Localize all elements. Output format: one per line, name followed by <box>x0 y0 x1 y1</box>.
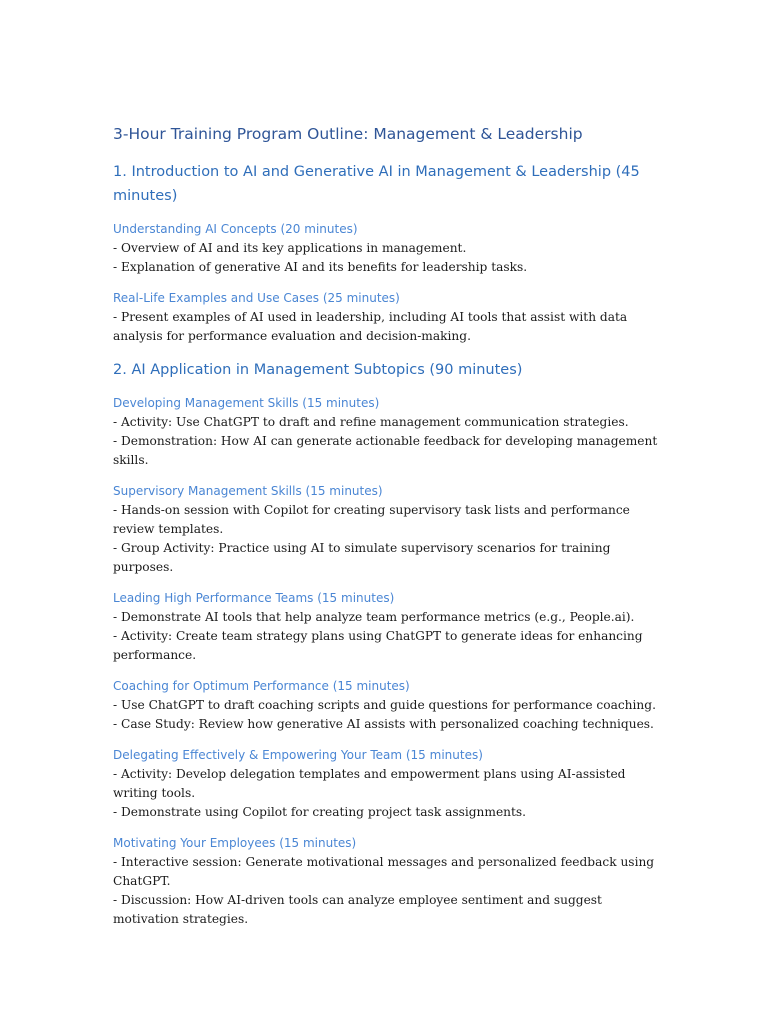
bullet-line: - Group Activity: Practice using AI to simulate supervisory scenarios for training purposes. <box>113 541 611 574</box>
bullet-line: - Demonstrate AI tools that help analyze team performance metrics (e.g., People.ai). <box>113 610 635 624</box>
subsection-heading: Coaching for Optimum Performance (15 minutes) <box>113 679 410 693</box>
subsection-developing-management-skills <box>113 394 658 470</box>
bullet-line: - Explanation of generative AI and its benefits for leadership tasks. <box>113 260 528 274</box>
subsection-delegating-effectively <box>113 746 658 822</box>
subsection-motivating-employees <box>113 834 658 929</box>
section-ai-application <box>113 358 658 929</box>
subsection-supervisory-management-skills <box>113 482 658 577</box>
bullet-line: - Demonstrate using Copilot for creating project task assignments. <box>113 805 527 819</box>
bullet-line: - Activity: Develop delegation templates and empowerment plans using AI-assisted writing tools. <box>113 767 626 800</box>
document-page <box>113 122 658 941</box>
bullet-line: - Discussion: How AI-driven tools can analyze employee sentiment and suggest motivation strategies. <box>113 893 602 926</box>
subsection-leading-high-performance-teams <box>113 589 658 665</box>
bullet-line: - Use ChatGPT to draft coaching scripts and guide questions for performance coaching. <box>113 698 656 712</box>
subsection-heading: Motivating Your Employees (15 minutes) <box>113 836 357 850</box>
subsection-heading: Understanding AI Concepts (20 minutes) <box>113 222 358 236</box>
bullet-line: - Overview of AI and its key applications in management. <box>113 241 467 255</box>
document-title: 3-Hour Training Program Outline: Management & Leadership <box>113 125 583 143</box>
subsection-real-life-examples <box>113 289 658 346</box>
bullet-line: - Activity: Use ChatGPT to draft and refine management communication strategies. <box>113 415 629 429</box>
subsection-heading: Supervisory Management Skills (15 minutes) <box>113 484 383 498</box>
bullet-line: - Hands-on session with Copilot for creating supervisory task lists and performance review templates. <box>113 503 630 536</box>
section-heading: 1. Introduction to AI and Generative AI in Management & Leadership (45 minutes) <box>113 164 640 204</box>
subsection-heading: Developing Management Skills (15 minutes) <box>113 396 380 410</box>
subsection-understanding-ai <box>113 220 658 277</box>
section-heading: 2. AI Application in Management Subtopics (90 minutes) <box>113 362 523 378</box>
subsection-heading: Leading High Performance Teams (15 minutes) <box>113 591 395 605</box>
bullet-line: - Activity: Create team strategy plans using ChatGPT to generate ideas for enhancing performance. <box>113 629 643 662</box>
bullet-line: - Present examples of AI used in leadership, including AI tools that assist with data analysis for performance evaluation and decision-making. <box>113 310 628 343</box>
bullet-line: - Case Study: Review how generative AI assists with personalized coaching techniques. <box>113 717 654 731</box>
subsection-heading: Real-Life Examples and Use Cases (25 minutes) <box>113 291 400 305</box>
bullet-line: - Interactive session: Generate motivational messages and personalized feedback using ChatGPT. <box>113 855 655 888</box>
subsection-coaching-optimum-performance <box>113 677 658 734</box>
bullet-line: - Demonstration: How AI can generate actionable feedback for developing management skills. <box>113 434 658 467</box>
subsection-heading: Delegating Effectively & Empowering Your Team (15 minutes) <box>113 748 483 762</box>
section-introduction <box>113 160 658 346</box>
